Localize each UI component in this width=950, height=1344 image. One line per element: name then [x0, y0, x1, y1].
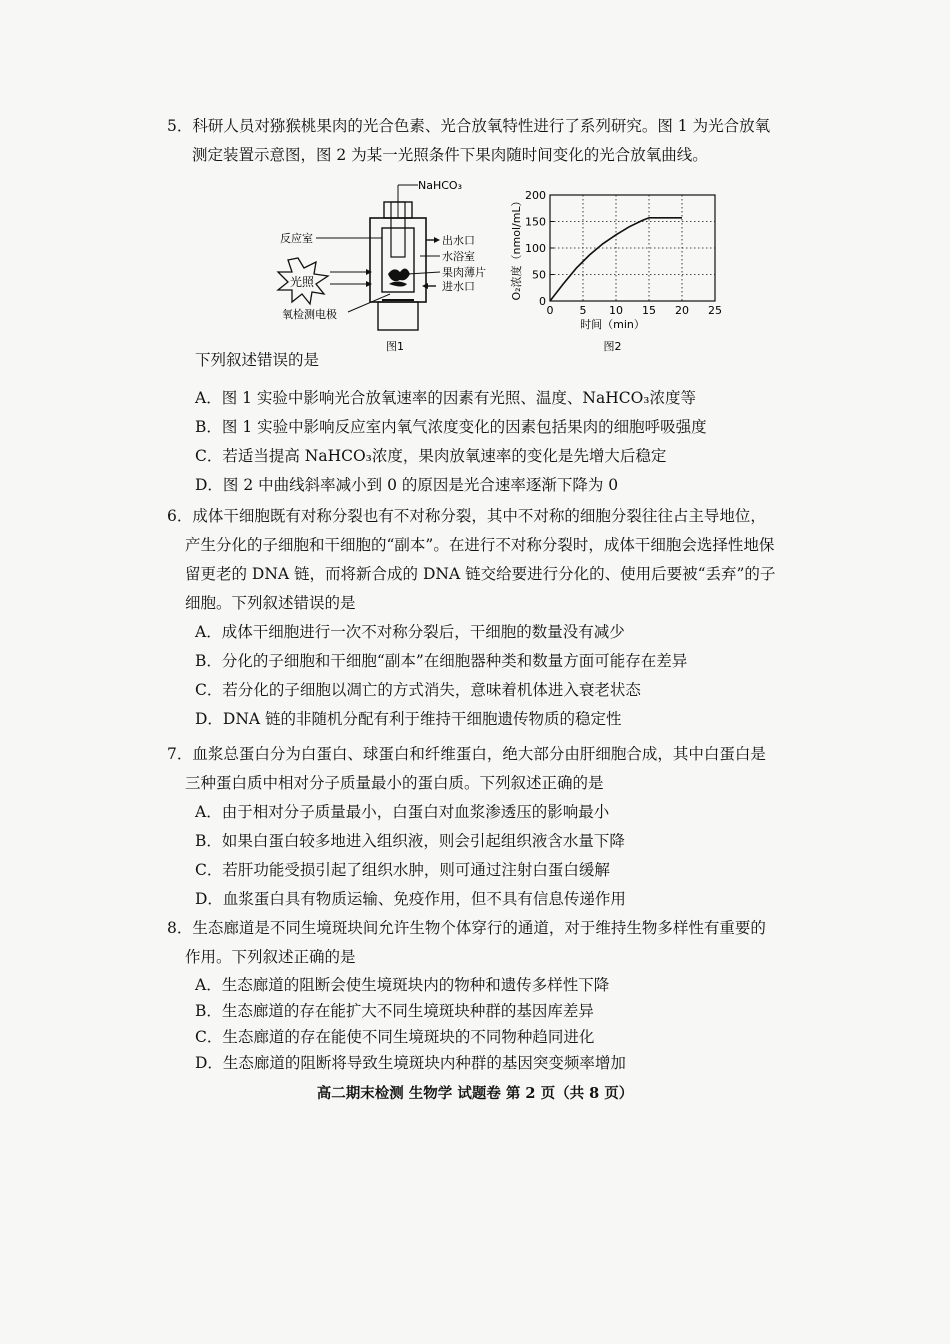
q5-option-a: A．图 1 实验中影响光合放氧速率的因素有光照、温度、NaHCO₃浓度等 — [195, 389, 697, 407]
chart-xtick-label: 0 — [546, 304, 554, 317]
fig1-caption: 图1 — [386, 340, 404, 353]
q7-option-c: C．若肝功能受损引起了组织水肿，则可通过注射白蛋白缓解 — [195, 861, 610, 879]
q8-option-c: C．生态廊道的存在能使不同生境斑块的不同物种趋同进化 — [195, 1028, 595, 1046]
fig1-label-outlet: 出水口 — [442, 234, 475, 247]
q8-stem-line-1: 8．生态廊道是不同生境斑块间允许生物个体穿行的通道，对于维持生物多样性有重要的 — [167, 919, 766, 937]
question-8 — [167, 914, 835, 1076]
q5-figures — [270, 180, 740, 360]
figure-2-chart — [510, 180, 720, 360]
q5-option-b: B．图 1 实验中影响反应室内氧气浓度变化的因素包括果肉的细胞呼吸强度 — [195, 418, 707, 436]
q5-lead: 下列叙述错误的是 — [195, 351, 320, 369]
q6-stem-line-4: 细胞。下列叙述错误的是 — [185, 594, 356, 612]
q5-options — [195, 384, 835, 500]
q6-option-c: C．若分化的子细胞以凋亡的方式消失，意味着机体进入衰老状态 — [195, 681, 641, 699]
fig2-caption: 图2 — [603, 340, 622, 353]
q6-stem-line-3: 留更老的 DNA 链，而将新合成的 DNA 链交给要进行分化的、使用后要被“丢弃”的子 — [185, 565, 776, 583]
chart-ytick-label: 200 — [525, 189, 546, 202]
fig1-label-pulp: 果肉薄片 — [442, 266, 486, 279]
chart-ytick-label: 50 — [532, 268, 546, 282]
q8-option-b: B．生态廊道的存在能扩大不同生境斑块种群的基因库差异 — [195, 1002, 594, 1020]
q8-option-a: A．生态廊道的阻断会使生境斑块内的物种和遗传多样性下降 — [195, 976, 610, 994]
q7-option-a: A．由于相对分子质量最小，白蛋白对血浆渗透压的影响最小 — [195, 803, 610, 821]
fig1-label-nahco3: NaHCO₃ — [418, 179, 462, 192]
q7-option-d: D．血浆蛋白具有物质运输、免疫作用，但不具有信息传递作用 — [195, 890, 626, 908]
fig1-label-electrode: 氧检测电极 — [282, 308, 337, 321]
q8-stem-line-2: 作用。下列叙述正确的是 — [185, 948, 356, 966]
q7-option-b: B．如果白蛋白较多地进入组织液，则会引起组织液含水量下降 — [195, 832, 625, 850]
q5-option-d: D．图 2 中曲线斜率减小到 0 的原因是光合速率逐渐下降为 0 — [195, 476, 619, 494]
q6-option-b: B．分化的子细胞和干细胞“副本”在细胞器种类和数量方面可能存在差异 — [195, 652, 688, 670]
chart-grid — [550, 195, 715, 301]
chart-ticks — [525, 189, 722, 317]
fig1-label-inlet: 进水口 — [442, 280, 475, 293]
fig1-label-light: 光照 — [290, 275, 315, 289]
question-6 — [167, 502, 835, 734]
chart-ylabel: O₂浓度（nmol/mL） — [510, 195, 523, 301]
figure-1-apparatus — [270, 180, 520, 360]
q5-stem-line-2: 测定装置示意图，图 2 为某一光照条件下果肉随时间变化的光合放氧曲线。 — [192, 146, 708, 164]
chart-xlabel: 时间（min） — [580, 318, 645, 331]
chart-xtick-label: 5 — [579, 304, 587, 317]
q8-option-d: D．生态廊道的阻断将导致生境斑块内种群的基因突变频率增加 — [195, 1054, 626, 1072]
chart-xtick-label: 10 — [609, 304, 623, 317]
q5-option-c: C．若适当提高 NaHCO₃浓度，果肉放氧速率的变化是先增大后稳定 — [195, 447, 667, 465]
chart-xtick-label: 15 — [642, 304, 656, 317]
chart-xtick-label: 25 — [708, 304, 722, 317]
q6-option-a: A．成体干细胞进行一次不对称分裂后，干细胞的数量没有减少 — [195, 623, 625, 641]
q7-stem-line-2: 三种蛋白质中相对分子质量最小的蛋白质。下列叙述正确的是 — [185, 774, 604, 792]
q6-stem-line-2: 产生分化的子细胞和干细胞的“副本”。在进行不对称分裂时，成体干细胞会选择性地保 — [185, 536, 775, 554]
chart-xtick-label: 20 — [675, 304, 689, 317]
water-bath-vessel — [370, 218, 426, 302]
oxygen-electrode — [378, 302, 418, 330]
fig1-label-reaction-chamber: 反应室 — [280, 232, 313, 245]
chart-ytick-label: 0 — [539, 295, 546, 308]
q5-stem-line-1: 5．科研人员对猕猴桃果肉的光合色素、光合放氧特性进行了系列研究。图 1 为光合放氧 — [167, 117, 771, 135]
chart-ytick-label: 150 — [525, 215, 546, 229]
question-5 — [167, 112, 835, 170]
fig1-label-water-bath: 水浴室 — [442, 250, 475, 263]
q6-stem-line-1: 6．成体干细胞既有对称分裂也有不对称分裂，其中不对称的细胞分裂往往占主导地位， — [167, 507, 766, 525]
chart-ytick-label: 100 — [525, 242, 546, 255]
q6-option-d: D．DNA 链的非随机分配有利于维持干细胞遗传物质的稳定性 — [195, 710, 622, 728]
question-7 — [167, 740, 835, 914]
page-footer: 高二期末检测 生物学 试题卷 第 2 页（共 8 页） — [316, 1085, 634, 1102]
q7-stem-line-1: 7．血浆总蛋白分为白蛋白、球蛋白和纤维蛋白，绝大部分由肝细胞合成，其中白蛋白是 — [167, 745, 766, 763]
pulp-slice-shape — [388, 268, 410, 281]
